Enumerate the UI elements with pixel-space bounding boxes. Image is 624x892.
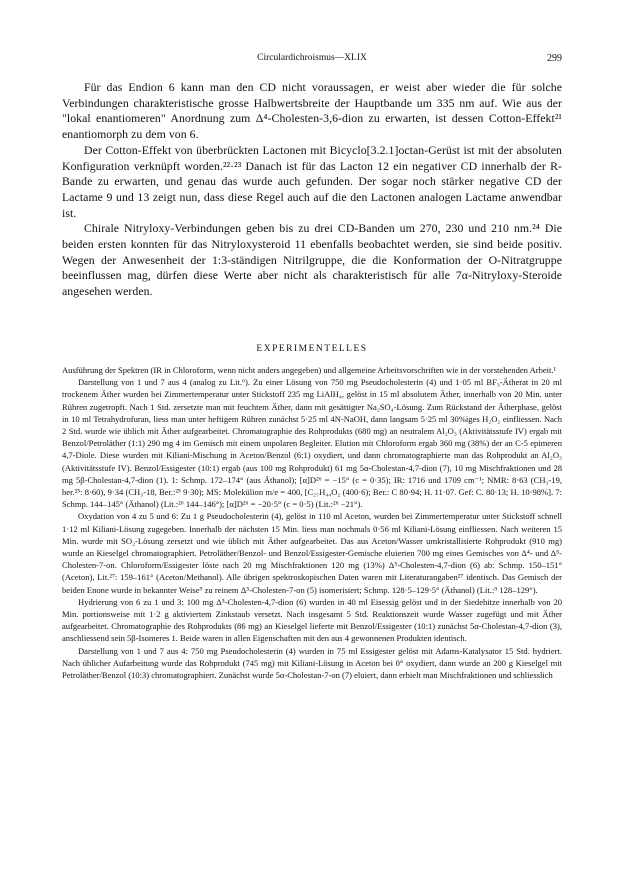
discussion-paragraph-3: Chirale Nitryloxy-Verbindungen geben bis zu drei CD-Banden um 270, 230 und 210 nm.²⁴ Die beiden ersten konnten für das Nitryloxysteroid 11 ebenfalls beobachtet werden, sie sind beide positiv. Wegen der Anwesenheit der 1:3-ständigen Nitrilgruppe, die die Konformation der O-Nitratgruppe beeinflussen mag, dürfen diese Werte aber nicht als charakteristisch für alle 7α-Nitryloxy-Steroide angesehen werden.: [62, 221, 562, 299]
experimental-intro: Ausführung der Spektren (IR in Chloroform, wenn nicht anders angegeben) und allgemeine Arbeitsvorschriften wie in der vorstehenden Arbeit.¹: [62, 365, 557, 375]
experimental-paragraph-preparation: Darstellung von 1 und 7 aus 4 (analog zu Lit.⁶). Zu einer Lösung von 750 mg Pseudocholesterin (4) und 1·05 ml BF₃-Ätherat in 20 ml trockenem Äther wurden bei Zimmertemperatur unter Stickstoff 235 mg LiAlH₄, gelöst in 15 ml absolutem Äther, innerhalb von 20 Min. unter Rühren zugetropft. Nach 1 Std. zersetzte man mit feuchtem Äther, dann mit gesättigter Na₂SO₄-Lösung. Zum Rückstand der Ätherphase, gelöst in 10 ml Tetrahydrofuran, liess man unter heftigem Rühren zunächst 5·25 ml 4N-NaOH, dann langsam 5·25 ml 30%iges H₂O₂ einfliessen. Nach 2 Std. wurde wie üblich mit Äther aufgearbeitet. Chromatographie des Rohprodukts (680 mg) an neutralem Al₂O₃ (Aktivitätsstufe IV) ergab mit Benzol/Petroläther (1:1) 290 mg 4 im Gemisch mit einem unpolaren Begleiter. Elution mit Chloroform ergab 360 mg (38%) der an C-5 epimeren 4,7-Diole. Diese wurden mit Kiliani-Mischung in Aceton/Benzol (6:1) oxydiert, und dann chromatographierte man das Rohprodukt an Al₂O₃ (Aktivitätsstufe IV). Benzol/Essigester (10:1) ergab (aus 100 mg Rohprodukt) 61 mg 5α-Cholestan-4,7-dion (7), 10 mg Mischfraktionen und 28 mg 5β-Cholestan-4,7-dion (1). 1: Schmp. 172–174° (aus Äthanol); [α]D²⁶ = −15° (c = 0·35); IR: 1716 und 1709 cm⁻¹; NMR: 8·63 (CH₃-19, ber.²⁵: 8·60), 9·34 (CH₃-18, Ber.:²⁵ 9·30); MS: Molekülion m/e = 400, [C₂₇H₄₄O₂ (400·6); Ber.: C 80·94; H. 11·07. Gef: C. 80·13; H. 10·98%]. 7: Schmp. 144–145° (Äthanol) (Lit.:²⁶ 144–146°); [α]D²⁶ = −20·5° (c = 0·5) (Lit.:²⁶ −21°).: [62, 377, 562, 510]
discussion-section: [62, 80, 562, 300]
discussion-paragraph-1: Für das Endion 6 kann man den CD nicht voraussagen, er weist aber wieder die für solche Verbindungen charakteristische grosse Halbwertsbreite der Hauptbande um 335 nm auf. Wie aus der "lokal enantiomeren" Anordnung zum Δ⁴-Cholesten-3,6-dion zu erwarten, ist dessen Cotton-Effekt²¹ enantiomorph zu dem von 6.: [62, 80, 562, 142]
running-header: [62, 53, 562, 67]
page-number: 299: [547, 53, 562, 64]
experimental-section: [62, 364, 562, 681]
experimental-paragraph-preparation-2: Darstellung von 1 und 7 aus 4: 750 mg Pseudocholesterin (4) wurden in 75 ml Essigester gelöst mit Adams-Katalysator 15 Std. hydriert. Nach üblicher Aufarbeitung wurde das Rohprodukt (745 mg) mit Kiliani-Lösung in Aceton bei 0° oxydiert, dann wurde an 200 g Kieselgel mit Petroläther/Benzol (10:3) chromatographiert. Zunächst wurde 5α-Cholestan-7-on (7) eluiert, dann erhielt man Mischfraktionen und schliesslich: [62, 645, 562, 681]
discussion-paragraph-2: Der Cotton-Effekt von überbrückten Lactonen mit Bicyclo[3.2.1]octan-Gerüst ist mit der absoluten Konfiguration verknüpft worden.²²·²³ Danach ist für das Lacton 12 ein negativer CD innerhalb der R-Bande zu erwarten, und genau das wurde auch gefunden. Der sogar noch stärker negative CD der Lactame 9 und 13 zeigt nun, dass diese Regel auch auf die den Lactonen analogen Lactame anwendbar ist.: [62, 142, 562, 220]
experimental-paragraph-oxidation: Oxydation von 4 zu 5 und 6: Zu 1 g Pseudocholesterin (4), gelöst in 110 ml Aceton, wurden bei Zimmertemperatur unter Stickstoff schnell 1·12 ml Kiliani-Lösung zugegeben. Innerhalb der nächsten 15 Min. liess man nochmals 0·56 ml Kiliani-Lösung einfliessen. Nach weiteren 15 Min. wurde mit SO₂-Lösung zersetzt und wie üblich mit Äther aufgearbeitet. Das aus Aceton/Wasser umkristallisierte Rohprodukt (910 mg) wurde an Kieselgel chromatographiert. Petroläther/Benzol- und Benzol/Essigester-Gemische eluierten 700 mg eines Gemisches von Δ⁴- und Δ⁵-Cholesten-7-on. Chloroform/Essigester löste nach 20 mg Mischfraktionen 120 mg (13%) Δ⁵-Cholesten-4,7-dion (6) ab: Schmp. 150–151° (Aceton), Lit.²⁷: 159–161° (Aceton/Methanol). Alle übrigen spektroskopischen Daten waren mit Literaturangaben²⁷ identisch. Das Gemisch der beiden Enone wurde in bekannter Weise⁹ zu reinem Δ⁵-Cholesten-7-on (5) isomerisiert; Schmp. 128·5–129·5° (Äthanol) (Lit.:⁹ 128–129°).: [62, 511, 562, 595]
section-heading-experimentelles: EXPERIMENTELLES: [256, 344, 368, 354]
running-title: Circulardichroismus—XLIX: [257, 53, 367, 63]
experimental-paragraph-hydrogenation: Hydrierung von 6 zu 1 und 3: 100 mg Δ⁵-Cholesten-4,7-dion (6) wurden in 40 ml Eisessig gelöst und in der Siedehitze innerhalb von 20 Min. portionsweise mit 1·2 g aktiviertem Zinkstaub versetzt. Nach insgesamt 5 Std. Reaktionszeit wurde Wasser zugefügt und mit Äther aufgearbeitet. Chromatographie des Rohprodukts (86 mg) an Kieselgel lieferte mit Benzol/Essigester (10:1) zunächst 5α-Cholestan-4,7-dion (3), anschliessend sein 5β-Isomeres 1. Beide waren in allen Eigenschaften mit den aus 4 gewonnenen Produkten identisch.: [62, 596, 562, 644]
